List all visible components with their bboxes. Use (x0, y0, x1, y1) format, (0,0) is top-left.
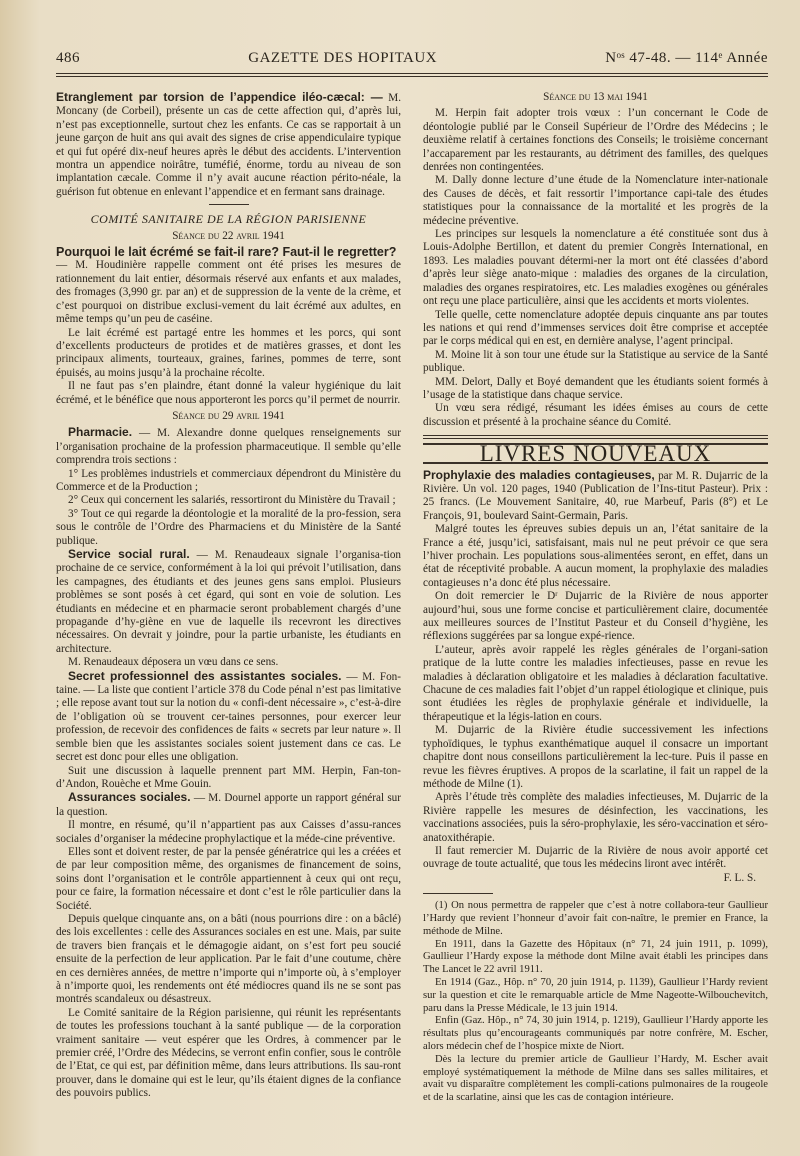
footnote: Enfin (Gaz. Hôp., n° 74, 30 juin 1914, p. 1219), Gaullieur l’Hardy apporte les résultats plus qu’encourageants communiqués par notre confrère, M. Escher, alors médecin chef de l’hospice mixte de Niort. (423, 1015, 768, 1052)
paragraph: Elles sont et doivent rester, de par la pensée génératrice qui les a créées et de par leur composition même, des organismes de financement de soins, soins dont l’organisation et le contrôle appartiennent à ceux qui ont reçu, pour ce faire, la formation nécessaire et dont c’est le rôle particulier dans la Société. (56, 845, 401, 912)
paragraph: Telle quelle, cette nomenclature adoptée depuis cinquante ans par toutes les nations et qui rend d’immenses services doit être comprise et acceptée par le corps médical qui en est, en dernière analyse, l’agent principal. (423, 308, 768, 348)
paragraph: 3° Tout ce qui regarde la déontologie et la moralité de la pro-fession, sera sous le contrôle de l’Ordre des Pharmaciens et du Ministère de la Santé publique. (56, 507, 401, 547)
paragraph: 1° Les problèmes industriels et commerciaux dépendront du Ministère du Commerce et de la Production ; (56, 467, 401, 493)
paragraph: M. Herpin fait adopter trois vœux : l’un concernant le Code de déontologie publié par le Conseil Supérieur de l’Ordre des Médecins ; le deuxième relatif à certaines fonctions des Conseils; le troisième concernant l’accaparement par les restaurants, au détriment des familles, des quelques denrées non contingentées. (423, 107, 768, 174)
paragraph: M. Renaudeaux déposera un vœu dans ce sens. (68, 656, 279, 669)
article-title: Service social rural. (68, 547, 190, 561)
paragraph: Le lait écrémé est partagé entre les hommes et les porcs, qui sont d’excellents producteurs de protides et de matières grasses, et dont les principaux aliments, tourteaux, graines, farines, pommes de terre, sont épuisés, au moins jusqu’à la prochaine récolte. (56, 326, 401, 379)
journal-title: GAZETTE DES HOPITAUX (248, 50, 438, 66)
paragraph: Le Comité sanitaire de la Région parisienne, qui réunit les représentants de toutes les professions touchant à la santé publique — de la corporation vraiment sanitaire — veut espérer que les Ordres, à commencer par le premier créé, l’Ordre des Médecins, se verront enfin confier, sous le contrôle de l’Etat, ce qui est, par définition même, dans leurs attributions. Ils sau-ront prouver, dans le domaine qui est le leur, qu’ils étaient dignes de la confiance des pouvoirs publics. (56, 1006, 401, 1100)
paragraph: 2° Ceux qui concernent les salariés, ressortiront du Ministère du Travail ; (68, 494, 396, 507)
seance-date: Séance du 13 mai 1941 (543, 91, 648, 103)
article-body: M. Moncany (de Corbeil), présente un cas de cette affection qui, d’après lui, n’est pas exceptionnelle, surtout chez les enfants. Ce cas se rapportait à un jeune garçon de huit ans qui avait des signes de crise appendiculaire typique et qui fut opéré dix-neuf heures après le début des accidents. L’intervention montra un appendice noirâtre, tuméfié, énorme, tordu au niveau de son implantation cæcale. Comme il n’y avait aucune réaction périto-néale, la guérison fut obtenue en enlevant l’appendice et en fermant sans drainage. (56, 92, 402, 198)
article-prophylaxie (423, 469, 768, 524)
signature: F. L. S. (723, 871, 756, 884)
article-secret (56, 670, 401, 765)
divider (209, 204, 249, 205)
paragraph: Les principes sur lesquels la nomenclature a été constituée sont dus à Louis-Adolphe Bertillon, et datent du premier Congrès International, en 1893. Les maladies pouvant détermi-ner la mort ont été classées d’abord d’après leur siège anato-mique : maladies des organes de la circulation, maladies des organes respiratoires, etc. Les maladies exogènes ou générales ont reçu une place particulière, ainsi que les accidents et morts violentes. (423, 228, 768, 308)
article-assurances (56, 791, 401, 819)
page-header (56, 50, 768, 74)
seance-date: Séance du 22 avril 1941 (172, 229, 285, 242)
header-rule (56, 76, 768, 77)
left-column (56, 91, 401, 1105)
footnote: En 1911, dans la Gazette des Hôpitaux (n° 71, 24 juin 1911, p. 1099), Gaullieur l’Hardy expose la méthode dont Milne avait établi les principes dans The Lancet le 22 avril 1911. (423, 938, 768, 976)
paragraph: L’auteur, après avoir rappelé les règles générales de l’organi-sation pratique de la lutte contre les maladies infectieuses, passe en revue les maladies à déclaration obligatoire et les maladies à déclaration facultative. Chacune de ces maladies fait l’objet d’un rappel étiologique et clinique, puis sont étudiées les règles de prophylaxie générale et individuelle, la thérapeutique et la légis-lation en cours. (423, 643, 768, 723)
section-heading: COMITÉ SANITAIRE DE LA RÉGION PARISIENNE (90, 212, 367, 227)
paragraph: — M. Houdinière rappelle comment ont été prises les mesures de rationnement du lait entier, désormais réservé aux enfants et aux malades, des fromages (3,990 gr. par an) et de suppression de la vente de la crème, et c’est pourquoi on distribue exclusi-vement du lait écrémé aux adultes, en même temps qu’un peu de caséine. (56, 259, 401, 326)
seance-date: Séance du 29 avril 1941 (172, 409, 285, 422)
paragraph: M. Moine lit à son tour une étude sur la Statistique au service de la Santé publique. (423, 348, 768, 375)
article-body: — M. Alexandre donne quelques renseignements sur l’organisation prochaine de la profession pharmaceutique. Il semble qu’elle comprendra trois sections : (56, 427, 401, 467)
page-number: 486 (56, 50, 80, 66)
paragraph: MM. Delort, Dally et Boyé demandent que les étudiants soient formés à l’usage de la statistique dans chaque service. (423, 375, 768, 401)
paragraph: Il montre, en résumé, qu’il n’appartient pas aux Caisses d’assu-rances sociales d’organiser la médecine prophylactique et la méde-cine préventive. (56, 819, 401, 845)
article-title: Assurances sociales. (68, 790, 191, 805)
paragraph: M. Dally donne lecture d’une étude de la Nomenclature inter-nationale des Causes de décès, et fait ressortir l’importance capi-tale des études statistiques pour la connaissance de la mortalité et les progrès de la médecine préventive. (423, 174, 768, 227)
footnote-rule (423, 893, 493, 894)
divider (423, 435, 768, 439)
article-title: Prophylaxie des maladies contagieuses, (423, 467, 655, 482)
paragraph: Depuis quelque cinquante ans, on a bâti (nous pourrions dire : on a bâclé) des lois excellentes : celle des Assurances sociales en est une. Mais, par suite de travers bien français et le démagogie aidant, on s’est fort peu soucié ensuite de la perfection de leur application. Par le fait d’une coutume, chère en ces dernières années, de mettre n’importe qui n’importe où, à s’employer à n’importe quoi, les rendements ont été médiocres quand ils ne se sont pas montrés scandaleux ou désastreux. (56, 912, 401, 1006)
article-body: — M. Renaudeaux signale l’organisa-tion prochaine de ce service, conformément à la loi qui prévoit l’utilisation, dans les campagnes, des étudiants et des jeunes gens sans emploi. Plusieurs problèmes se sont posés à cet égard, qui sont en voie de solution. Les étudiants en médecine et en pharmacie seront probablement chargés d’une propagande d’hy-giène en vue de laquelle ils recevront les directives nécessaires. On devrait y joindre, pour la partie urbaniste, les étudiants en architecture. (56, 549, 402, 655)
footnote: En 1914 (Gaz., Hôp. n° 70, 20 juin 1914, p. 1139), Gaullieur l’Hardy revient sur la question et cite le remarquable article de Mme Nageotte-Wilbouchevitch, paru dans la Presse Médicale, le 13 juin 1914. (423, 976, 768, 1014)
paragraph: On doit remercier le Dʳ Dujarric de la Rivière de nous apporter aujourd’hui, sous une forme concise et particulièrement claire, documentée aux meilleures sources de l’Institut Pasteur et du Conseil d’hygiène, les réflexions suggérées par sa longue expé-rience. (423, 590, 768, 643)
right-column (423, 91, 768, 1105)
paragraph: Il ne faut pas s’en plaindre, étant donné la valeur hygiénique du lait écrémé, et le bénéfice que nous apporteront les porcs qu’il permet de nourrir. (56, 380, 401, 406)
article-pharmacie (56, 426, 401, 467)
article-etranglement (56, 91, 401, 199)
article-title: Pharmacie. (68, 425, 133, 440)
footnote: Dès la lecture du premier article de Gaullieur l’Hardy, M. Escher avait employé systématiquement la méthode de Milne dans ses salles militaires, et avait vu disparaître complètement les compli-cations pulmonaires de la rougeole et de la scarlatine, ainsi que les cas de contagion intérieure. (423, 1053, 768, 1104)
paragraph: Après l’étude très complète des maladies infectieuses, M. Dujarric de la Rivière rappelle les mesures de désinfection, les vaccinations, les vaccinations associées, puis la séro-prophylaxie, les séro-vaccination et séro-anatoxithérapie. (423, 791, 768, 844)
paragraph: Un vœu sera rédigé, résumant les idées émises au cours de cette discussion et présenté à la prochaine séance du Comité. (423, 402, 768, 428)
article-title: Etranglement par torsion de l’appendice iléo-cæcal: — (56, 90, 383, 104)
article-body: par M. R. Dujarric de la Rivière. Un vol. 120 pages, 1940 (Publication de l’Ins-titut Pasteur). Prix : 25 francs. (Le Mouvement Sanitaire, 40, rue Marbeuf, Paris (8°) et Le François, 91, boulevard Saint-Germain, Paris. (423, 469, 768, 522)
article-body: — M. Fon-taine. — La liste que contient l’article 378 du Code pénal n’est pas limitative ; elle repose avant tout sur la notion du « confi-dent nécessaire », c’est-à-dire de l’obligation où se trouvent cer-taines personnes, pour exercer leur profession, de recevoir des confidences de faits « secrets par leur nature ». Il semble bien que les assistantes sociales soient justement dans ce cas. Le secret est donc pour elles une obligation. (56, 670, 401, 764)
paragraph: Malgré toutes les épreuves subies depuis un an, l’état sanitaire de la France a été, jusqu’ici, satisfaisant, mais nul ne peut prévoir ce que sera l’hiver prochain. Les populations sous-alimentées seront, en effet, dans un état de réceptivité probable. A aucun moment, la prophylaxie des maladies contagieuses n’a donc été plus nécessaire. (423, 523, 768, 589)
paragraph: Suit une discussion à laquelle prennent part MM. Herpin, Fan-ton-d’Andon, Rouèche et Mme Gouin. (56, 764, 401, 790)
footnote: (1) On nous permettra de rappeler que c’est à notre collabora-teur Gaullieur l’Hardy que revient l’honneur d’avoir fait con-naître, le premier en France, la méthode de Milne. (423, 900, 768, 937)
section-heading-livres: LIVRES NOUVEAUX (423, 443, 768, 463)
article-title: Pourquoi le lait écrémé se fait-il rare? Faut-il le regretter? (56, 245, 397, 260)
article-title: Secret professionnel des assistantes sociales. (68, 668, 342, 683)
paragraph: Il faut remercier M. Dujarric de la Rivière de nous avoir apporté cet ouvrage de toute actualité, que tous les médecins liront avec intérêt. (423, 844, 768, 871)
issue-info: Nᵒˢ 47-48. — 114ᵉ Année (605, 50, 768, 66)
article-body: — M. Dournel apporte un rapport général sur la question. (56, 792, 401, 818)
article-service-social (56, 548, 401, 656)
paragraph: M. Dujarric de la Rivière étudie successivement les infections typhoïdiques, le typhus exanthématique auquel il consacre un important chapitre dont nous conseillons particulièrement la lec-ture. Puis il passe en revue les fièvres éruptives. A propos de la scarlatine, il fait un rappel de la méthode de Milne (1). (423, 724, 768, 790)
